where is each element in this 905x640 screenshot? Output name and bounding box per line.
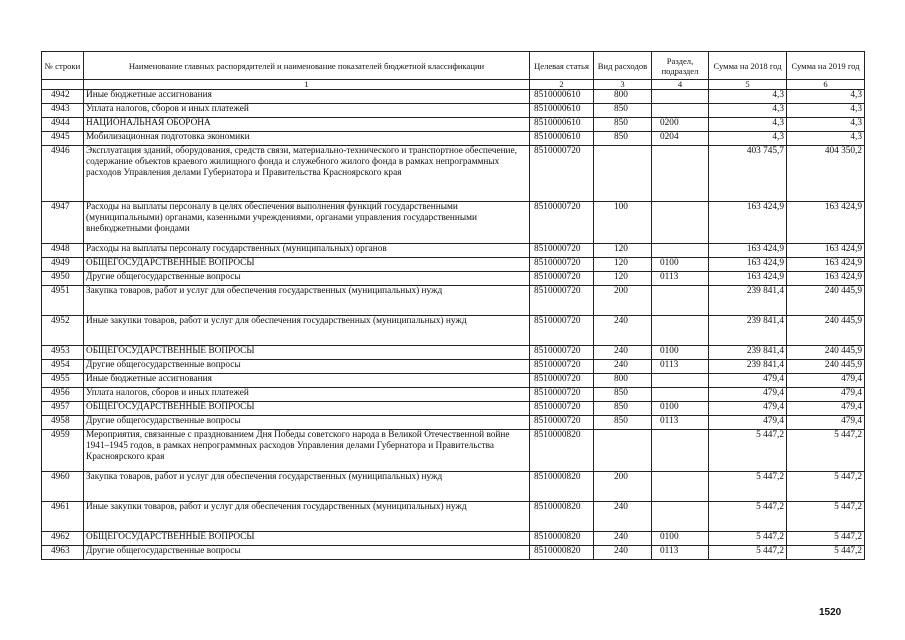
- row-target-article: 8510000720: [530, 202, 594, 244]
- table-row: [42, 90, 865, 104]
- header-name: Наименование главных распорядителей и наименование показателей бюджетной классификации: [84, 52, 530, 80]
- row-target-article: 8510000720: [530, 402, 594, 416]
- page-number: 1520: [819, 607, 842, 618]
- row-name: Мероприятия, связанные с празднованием Дня Победы советского народа в Великой Отечественной войне 1941–1945 годов, в рамках непрограммных расходов Управления делами Губернатора и Правительства Красноярского края: [84, 430, 530, 472]
- row-sum-2018: 479,4: [709, 388, 787, 402]
- row-sum-2019: 4,3: [787, 90, 865, 104]
- row-section: [652, 90, 709, 104]
- row-expense-type: 120: [594, 244, 652, 258]
- table-row: [42, 132, 865, 146]
- table-row: [42, 374, 865, 388]
- table-row: [42, 272, 865, 286]
- row-expense-type: 850: [594, 416, 652, 430]
- row-name: НАЦИОНАЛЬНАЯ ОБОРОНА: [84, 118, 530, 132]
- column-index-cell: 6: [787, 80, 865, 90]
- table-row: [42, 388, 865, 402]
- row-name: Другие общегосударственные вопросы: [84, 360, 530, 374]
- column-index-cell: 5: [709, 80, 787, 90]
- table-row: [42, 104, 865, 118]
- row-section: [652, 286, 709, 316]
- row-name: Другие общегосударственные вопросы: [84, 546, 530, 560]
- row-expense-type: 240: [594, 346, 652, 360]
- table-row: [42, 202, 865, 244]
- row-number: 4961: [42, 502, 84, 532]
- table-row: [42, 532, 865, 546]
- column-index-blank: [42, 80, 84, 90]
- row-name: Другие общегосударственные вопросы: [84, 416, 530, 430]
- row-number: 4956: [42, 388, 84, 402]
- row-section: 0100: [652, 346, 709, 360]
- table-row: [42, 316, 865, 346]
- row-expense-type: 240: [594, 546, 652, 560]
- row-section: [652, 146, 709, 202]
- row-sum-2019: 163 424,9: [787, 258, 865, 272]
- table-row: [42, 472, 865, 502]
- row-name: ОБЩЕГОСУДАРСТВЕННЫЕ ВОПРОСЫ: [84, 532, 530, 546]
- row-target-article: 8510000820: [530, 430, 594, 472]
- row-sum-2018: 479,4: [709, 374, 787, 388]
- header-sum-2018: Сумма на 2018 год: [709, 52, 787, 80]
- header-row-number: № строки: [42, 52, 84, 80]
- row-sum-2018: 479,4: [709, 416, 787, 430]
- row-expense-type: 850: [594, 388, 652, 402]
- row-target-article: 8510000720: [530, 244, 594, 258]
- row-section: [652, 472, 709, 502]
- row-sum-2019: 479,4: [787, 402, 865, 416]
- row-name: Уплата налогов, сборов и иных платежей: [84, 388, 530, 402]
- row-sum-2019: 240 445,9: [787, 286, 865, 316]
- row-sum-2019: 163 424,9: [787, 244, 865, 258]
- row-target-article: 8510000720: [530, 360, 594, 374]
- row-sum-2019: 4,3: [787, 104, 865, 118]
- row-sum-2019: 5 447,2: [787, 532, 865, 546]
- row-target-article: 8510000610: [530, 132, 594, 146]
- row-number: 4954: [42, 360, 84, 374]
- table-row: [42, 146, 865, 202]
- row-section: 0100: [652, 258, 709, 272]
- header-section: Раздел, подраздел: [652, 52, 709, 80]
- row-target-article: 8510000820: [530, 472, 594, 502]
- row-number: 4942: [42, 90, 84, 104]
- row-number: 4946: [42, 146, 84, 202]
- row-number: 4960: [42, 472, 84, 502]
- row-sum-2018: 239 841,4: [709, 316, 787, 346]
- row-name: Закупка товаров, работ и услуг для обеспечения государственных (муниципальных) нужд: [84, 472, 530, 502]
- table-row: [42, 118, 865, 132]
- row-sum-2019: 479,4: [787, 374, 865, 388]
- row-sum-2018: 163 424,9: [709, 272, 787, 286]
- row-sum-2019: 4,3: [787, 118, 865, 132]
- row-sum-2018: 239 841,4: [709, 346, 787, 360]
- row-sum-2018: 163 424,9: [709, 202, 787, 244]
- row-sum-2019: 5 447,2: [787, 430, 865, 472]
- row-name: Иные бюджетные ассигнования: [84, 90, 530, 104]
- row-target-article: 8510000720: [530, 374, 594, 388]
- row-section: 0100: [652, 532, 709, 546]
- row-expense-type: 240: [594, 316, 652, 346]
- row-expense-type: 850: [594, 104, 652, 118]
- table-row: [42, 430, 865, 472]
- row-name: Иные закупки товаров, работ и услуг для обеспечения государственных (муниципальных) нужд: [84, 316, 530, 346]
- row-sum-2018: 4,3: [709, 118, 787, 132]
- row-target-article: 8510000720: [530, 388, 594, 402]
- row-number: 4953: [42, 346, 84, 360]
- row-name: Мобилизационная подготовка экономики: [84, 132, 530, 146]
- row-target-article: 8510000610: [530, 118, 594, 132]
- row-section: 0200: [652, 118, 709, 132]
- row-section: 0113: [652, 272, 709, 286]
- row-expense-type: 200: [594, 472, 652, 502]
- row-target-article: 8510000720: [530, 272, 594, 286]
- row-sum-2018: 239 841,4: [709, 286, 787, 316]
- row-target-article: 8510000720: [530, 346, 594, 360]
- row-target-article: 8510000820: [530, 502, 594, 532]
- row-section: 0113: [652, 360, 709, 374]
- row-sum-2019: 163 424,9: [787, 272, 865, 286]
- table-row: [42, 546, 865, 560]
- row-name: Иные бюджетные ассигнования: [84, 374, 530, 388]
- row-number: 4947: [42, 202, 84, 244]
- row-name: Расходы на выплаты персоналу в целях обеспечения выполнения функций государственными (муниципальными) органами, казенными учреждениями, органами управления государственными внебюджетными фондами: [84, 202, 530, 244]
- row-target-article: 8510000610: [530, 104, 594, 118]
- row-expense-type: 120: [594, 258, 652, 272]
- table-row: [42, 286, 865, 316]
- table-row: [42, 244, 865, 258]
- row-sum-2018: 5 447,2: [709, 546, 787, 560]
- row-section: [652, 316, 709, 346]
- row-sum-2018: 4,3: [709, 90, 787, 104]
- row-expense-type: 800: [594, 90, 652, 104]
- row-number: 4959: [42, 430, 84, 472]
- row-expense-type: 200: [594, 286, 652, 316]
- row-number: 4952: [42, 316, 84, 346]
- row-section: [652, 104, 709, 118]
- column-index-row: [42, 80, 865, 90]
- table-row: [42, 360, 865, 374]
- row-number: 4943: [42, 104, 84, 118]
- row-target-article: 8510000720: [530, 146, 594, 202]
- row-expense-type: 850: [594, 402, 652, 416]
- budget-table: [41, 51, 865, 560]
- row-target-article: 8510000720: [530, 416, 594, 430]
- table-row: [42, 402, 865, 416]
- table-row: [42, 346, 865, 360]
- row-section: 0113: [652, 416, 709, 430]
- row-section: [652, 244, 709, 258]
- row-sum-2019: 5 447,2: [787, 472, 865, 502]
- row-sum-2018: 5 447,2: [709, 430, 787, 472]
- row-expense-type: 850: [594, 118, 652, 132]
- table-row: [42, 258, 865, 272]
- row-name: Закупка товаров, работ и услуг для обеспечения государственных (муниципальных) нужд: [84, 286, 530, 316]
- row-name: ОБЩЕГОСУДАРСТВЕННЫЕ ВОПРОСЫ: [84, 402, 530, 416]
- row-expense-type: 800: [594, 374, 652, 388]
- row-section: 0204: [652, 132, 709, 146]
- column-index-cell: 2: [530, 80, 594, 90]
- row-number: 4962: [42, 532, 84, 546]
- row-sum-2018: 5 447,2: [709, 472, 787, 502]
- row-expense-type: 240: [594, 360, 652, 374]
- row-sum-2018: 5 447,2: [709, 502, 787, 532]
- row-sum-2018: 163 424,9: [709, 244, 787, 258]
- row-sum-2018: 479,4: [709, 402, 787, 416]
- row-number: 4944: [42, 118, 84, 132]
- row-name: Иные закупки товаров, работ и услуг для обеспечения государственных (муниципальных) нужд: [84, 502, 530, 532]
- row-sum-2019: 5 447,2: [787, 502, 865, 532]
- row-sum-2019: 240 445,9: [787, 360, 865, 374]
- row-name: ОБЩЕГОСУДАРСТВЕННЫЕ ВОПРОСЫ: [84, 346, 530, 360]
- row-target-article: 8510000720: [530, 258, 594, 272]
- row-section: 0100: [652, 402, 709, 416]
- row-sum-2019: 163 424,9: [787, 202, 865, 244]
- row-number: 4957: [42, 402, 84, 416]
- row-number: 4945: [42, 132, 84, 146]
- row-number: 4963: [42, 546, 84, 560]
- row-sum-2019: 4,3: [787, 132, 865, 146]
- row-expense-type: 240: [594, 502, 652, 532]
- row-sum-2018: 163 424,9: [709, 258, 787, 272]
- header-sum-2019: Сумма на 2019 год: [787, 52, 865, 80]
- column-index-cell: 3: [594, 80, 652, 90]
- row-target-article: 8510000610: [530, 90, 594, 104]
- row-number: 4950: [42, 272, 84, 286]
- row-expense-type: 100: [594, 202, 652, 244]
- row-sum-2019: 5 447,2: [787, 546, 865, 560]
- row-name: Другие общегосударственные вопросы: [84, 272, 530, 286]
- row-target-article: 8510000720: [530, 286, 594, 316]
- row-number: 4951: [42, 286, 84, 316]
- column-index-cell: 1: [84, 80, 530, 90]
- row-name: ОБЩЕГОСУДАРСТВЕННЫЕ ВОПРОСЫ: [84, 258, 530, 272]
- row-section: [652, 388, 709, 402]
- row-sum-2019: 240 445,9: [787, 316, 865, 346]
- row-sum-2018: 239 841,4: [709, 360, 787, 374]
- column-index-cell: 4: [652, 80, 709, 90]
- row-expense-type: 240: [594, 532, 652, 546]
- row-target-article: 8510000820: [530, 546, 594, 560]
- row-section: [652, 202, 709, 244]
- header-expense-type: Вид расходов: [594, 52, 652, 80]
- row-section: [652, 502, 709, 532]
- row-sum-2019: 479,4: [787, 416, 865, 430]
- row-number: 4958: [42, 416, 84, 430]
- table-row: [42, 502, 865, 532]
- row-sum-2019: 404 350,2: [787, 146, 865, 202]
- row-sum-2018: 4,3: [709, 132, 787, 146]
- row-section: [652, 430, 709, 472]
- table-row: [42, 416, 865, 430]
- row-section: 0113: [652, 546, 709, 560]
- row-expense-type: 120: [594, 272, 652, 286]
- row-sum-2018: 4,3: [709, 104, 787, 118]
- header-target-article: Целевая статья: [530, 52, 594, 80]
- row-sum-2019: 479,4: [787, 388, 865, 402]
- row-target-article: 8510000820: [530, 532, 594, 546]
- row-name: Расходы на выплаты персоналу государственных (муниципальных) органов: [84, 244, 530, 258]
- row-expense-type: 850: [594, 132, 652, 146]
- row-sum-2018: 403 745,7: [709, 146, 787, 202]
- row-number: 4948: [42, 244, 84, 258]
- row-target-article: 8510000720: [530, 316, 594, 346]
- row-number: 4949: [42, 258, 84, 272]
- row-number: 4955: [42, 374, 84, 388]
- row-sum-2019: 240 445,9: [787, 346, 865, 360]
- row-expense-type: [594, 430, 652, 472]
- row-name: Уплата налогов, сборов и иных платежей: [84, 104, 530, 118]
- header-row: [42, 52, 865, 80]
- row-name: Эксплуатация зданий, оборудования, средств связи, материально-технического и транспортное обеспечение, содержание объектов краевого жилищного фонда и служебного жилого фонда в рамках непрограммных расходов Управления делами Губернатора и Правительства Красноярского края: [84, 146, 530, 202]
- row-sum-2018: 5 447,2: [709, 532, 787, 546]
- row-expense-type: [594, 146, 652, 202]
- row-section: [652, 374, 709, 388]
